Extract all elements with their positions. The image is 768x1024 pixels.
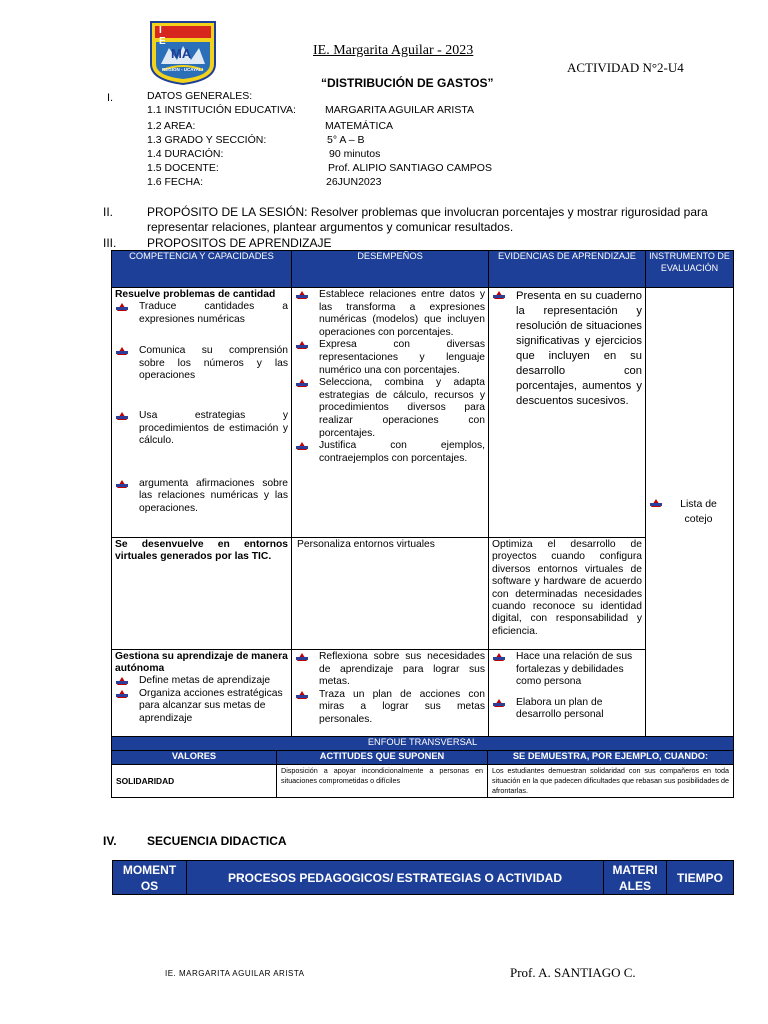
capacity-item: Comunica su comprensión sobre los números y las operaciones	[115, 345, 288, 383]
school-title: IE. Margarita Aguilar - 2023	[313, 43, 474, 58]
performances-cell	[292, 538, 489, 650]
competence-cell	[112, 650, 292, 737]
competence-title: Se desenvuelve en entornos virtuales generados por las TIC.	[115, 539, 288, 563]
competence-cell	[112, 288, 292, 538]
header-processes: PROCESOS PEDAGOGICOS/ ESTRATEGIAS O ACTIVIDAD	[187, 861, 604, 895]
learning-table-header	[112, 251, 734, 288]
capacity-item: Traduce cantidades a expresiones numéricas	[115, 301, 288, 326]
school-logo	[149, 20, 217, 86]
transversal-title: ENFOUE TRANSVERSAL	[112, 737, 734, 751]
session-purpose-line-1: PROPÓSITO DE LA SESIÓN: Resolver problemas que involucran porcentajes y mostrar rigurosidad para	[147, 205, 708, 219]
competence-cell	[112, 538, 292, 650]
table-row	[112, 538, 734, 650]
general-value-institution: MARGARITA AGUILAR ARISTA	[325, 104, 474, 116]
performance-item: Personaliza entornos virtuales	[297, 539, 435, 550]
evidence-cell	[489, 538, 646, 650]
sequence-heading: SECUENCIA DIDACTICA	[147, 834, 287, 848]
value-solidarity: SOLIDARIDAD	[112, 765, 277, 798]
section-numeral-2: II.	[103, 205, 114, 219]
general-label-institution: 1.1 INSTITUCIÓN EDUCATIVA:	[147, 104, 296, 116]
header-time: TIEMPO	[667, 861, 734, 895]
header-performances: DESEMPEÑOS	[292, 251, 489, 288]
header-materials: MATERI ALES	[604, 861, 667, 895]
capacity-item: Organiza acciones estratégicas para alcanzar sus metas de aprendizaje	[115, 688, 288, 726]
evidence-item: Presenta en su cuaderno la representación y resolución de situaciones significativas y ejercicios que incluyen en su desarrollo con porcentajes, aumentos y descuentos sucesivos.	[492, 289, 642, 409]
logo-letters: I E	[159, 25, 188, 47]
evidence-item: Optimiza el desarrollo de proyectos cuando configura diversos entornos virtuales de software y hardware de acuerdo con determinadas necesidades cuando reconoce su identidad digital, con responsabilidad y eficiencia.	[492, 539, 642, 637]
general-label-duration: 1.4 DURACIÓN:	[147, 148, 224, 160]
evidence-cell	[489, 288, 646, 538]
learning-purposes-heading: PROPOSITOS DE APRENDIZAJE	[147, 236, 332, 250]
section-numeral-1: I.	[107, 92, 114, 104]
performance-item: Selecciona, combina y adapta estrategias de cálculo, recursos y procedimientos diversos para realizar operaciones con porcentajes.	[295, 377, 485, 440]
capacity-item: Define metas de aprendizaje	[115, 675, 288, 688]
logo-mark: MA	[171, 46, 192, 61]
header-values: VALORES	[112, 751, 277, 765]
capacity-item: Usa estrategias y procedimientos de estimación y cálculo.	[115, 410, 288, 448]
performance-item: Establece relaciones entre datos y las transforma a expresiones numéricas (modelos) que incluyen operaciones con porcentajes.	[295, 289, 485, 339]
footer-school: IE. MARGARITA AGUILAR ARISTA	[165, 969, 305, 978]
logo-caption: REGION - UCAYALI	[162, 67, 203, 72]
competence-title: Gestiona su aprendizaje de manera autónoma	[115, 651, 288, 674]
header-attitudes: ACTITUDES QUE SUPONEN	[277, 751, 488, 765]
document-title: “DISTRIBUCIÓN DE GASTOS”	[321, 76, 494, 90]
capacity-item: argumenta afirmaciones sobre las relaciones numéricas y las operaciones.	[115, 478, 288, 516]
table-row	[112, 288, 734, 538]
transversal-bar	[112, 737, 734, 751]
general-label-date: 1.6 FECHA:	[147, 176, 204, 188]
instrument-cell	[646, 288, 734, 737]
sequence-table	[112, 860, 734, 895]
transversal-table	[111, 750, 734, 798]
performance-item: Expresa con diversas representaciones y lenguaje numérico una con porcentajes.	[295, 339, 485, 377]
general-value-teacher: Prof. ALIPIO SANTIAGO CAMPOS	[328, 162, 492, 174]
header-instrument: INSTRUMENTO DE EVALUACIÓN	[646, 251, 734, 288]
header-evidence: EVIDENCIAS DE APRENDIZAJE	[489, 251, 646, 288]
performances-cell	[292, 650, 489, 737]
header-competence: COMPETENCIA Y CAPACIDADES	[112, 251, 292, 288]
demonstration-text: Los estudiantes demuestran solidaridad con sus compañeros en toda situación en la que padecen dificultades que rebasan sus posibilidades de afrontarlas.	[488, 765, 734, 798]
general-label-area: 1.2 AREA:	[147, 120, 196, 132]
evidence-cell	[489, 650, 646, 737]
performance-item: Traza un plan de acciones con miras a lograr sus metas personales.	[295, 689, 485, 727]
header-moments: MOMENT OS	[113, 861, 187, 895]
table-row	[112, 765, 734, 798]
performances-cell	[292, 288, 489, 538]
section-numeral-4: IV.	[103, 834, 117, 848]
learning-purposes-table	[111, 250, 734, 751]
instrument-item: Lista de cotejo	[649, 497, 730, 527]
general-value-duration: 90 minutos	[329, 148, 381, 160]
general-value-area: MATEMÁTICA	[325, 120, 394, 132]
section-numeral-3: III.	[103, 236, 117, 250]
evidence-item: Elabora un plan de desarrollo personal	[492, 697, 642, 722]
general-value-grade: 5° A – B	[327, 134, 365, 146]
header-demonstration: SE DEMUESTRA, POR EJEMPLO, CUANDO:	[488, 751, 734, 765]
footer-teacher: Prof. A. SANTIAGO C.	[510, 965, 636, 980]
general-data-heading: DATOS GENERALES:	[147, 90, 253, 102]
table-row	[112, 650, 734, 737]
evidence-item: Hace una relación de sus fortalezas y debilidades como persona	[492, 651, 642, 689]
attitude-text: Disposición a apoyar incondicionalmente a personas en situaciones comprometidas o difíciles	[277, 765, 488, 798]
performance-item: Justifica con ejemplos, contraejemplos con porcentajes.	[295, 440, 485, 465]
general-label-grade: 1.3 GRADO Y SECCIÓN:	[147, 134, 267, 146]
general-label-teacher: 1.5 DOCENTE:	[147, 162, 219, 174]
performance-item: Reflexiona sobre sus necesidades de aprendizaje para lograr sus metas.	[295, 651, 485, 689]
competence-title: Resuelve problemas de cantidad	[115, 289, 276, 300]
transversal-header	[112, 751, 734, 765]
session-purpose-line-2: representar relaciones, plantear argumentos y comunicar resultados.	[147, 220, 514, 234]
activity-number: ACTIVIDAD N°2-U4	[567, 60, 684, 75]
sequence-table-header	[113, 861, 734, 895]
general-value-date: 26JUN2023	[326, 176, 382, 188]
